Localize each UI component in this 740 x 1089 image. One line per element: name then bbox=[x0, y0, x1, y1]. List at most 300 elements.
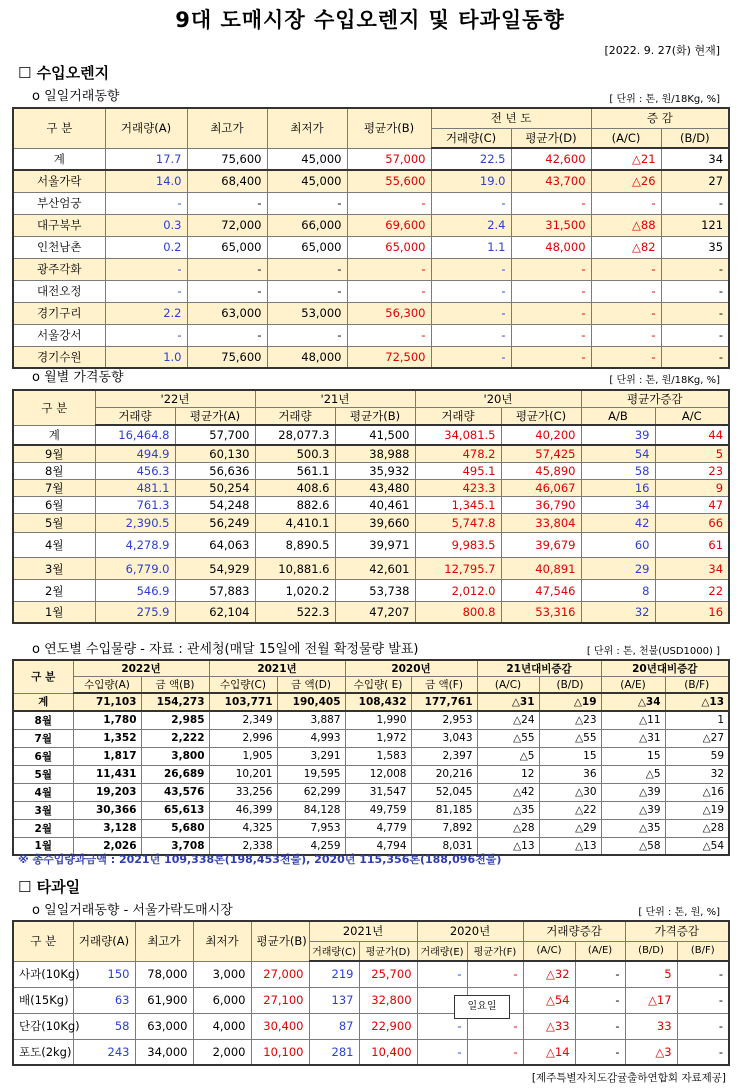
cell-value: 6,779.0 bbox=[95, 558, 175, 580]
hdr-vol: 거래량 bbox=[95, 408, 175, 426]
cell-value: - bbox=[267, 280, 347, 302]
cell-value: △88 bbox=[591, 214, 661, 236]
cell-value: 1.0 bbox=[105, 346, 187, 368]
hdr-vchg: 거래량증감 bbox=[523, 921, 625, 941]
hdr-c20: 20년대비증감 bbox=[601, 660, 729, 677]
cell-value: 2,000 bbox=[193, 1039, 251, 1065]
cell-value: 10,100 bbox=[251, 1039, 309, 1065]
table-row bbox=[13, 497, 729, 514]
row-label: 5월 bbox=[13, 514, 95, 533]
cell-value: △35 bbox=[477, 801, 539, 819]
cell-value: 522.3 bbox=[255, 602, 335, 623]
cell-value: - bbox=[431, 324, 511, 346]
cell-value: 22 bbox=[655, 580, 729, 602]
cell-value: 32 bbox=[581, 602, 655, 623]
cell-value: 3,887 bbox=[277, 711, 345, 729]
cell-value: 4,993 bbox=[277, 729, 345, 747]
table-row bbox=[13, 819, 729, 837]
hdr-chg: 증 감 bbox=[591, 108, 729, 128]
cell-value: - bbox=[575, 1039, 625, 1065]
cell-value: - bbox=[431, 192, 511, 214]
hdr-ae: (A/E) bbox=[575, 941, 625, 961]
cell-value: - bbox=[347, 192, 431, 214]
cell-value: - bbox=[267, 324, 347, 346]
hdr-qc: 수입량(C) bbox=[209, 677, 277, 694]
cell-value: 2.4 bbox=[431, 214, 511, 236]
cell-value: △17 bbox=[625, 987, 677, 1013]
cell-value: 12,795.7 bbox=[415, 558, 501, 580]
hdr-y20: 2020년 bbox=[345, 660, 477, 677]
table-row bbox=[13, 729, 729, 747]
cell-value: 16,464.8 bbox=[95, 425, 175, 445]
page-title: 9대 도매시장 수입오렌지 및 타과일동향 bbox=[175, 8, 565, 32]
cell-value: △21 bbox=[591, 148, 661, 170]
hdr-bf: (B/F) bbox=[677, 941, 729, 961]
cell-value: 46,067 bbox=[501, 480, 581, 497]
hdr-v20: 거래량(E) bbox=[417, 941, 467, 961]
cell-value: 1,583 bbox=[345, 747, 411, 765]
cell-value: - bbox=[591, 280, 661, 302]
cell-value: 2.2 bbox=[105, 302, 187, 324]
cell-value: 800.8 bbox=[415, 602, 501, 623]
cell-value: 16 bbox=[581, 480, 655, 497]
table-row bbox=[13, 236, 729, 258]
cell-value: 103,771 bbox=[209, 693, 277, 711]
cell-value: 87 bbox=[309, 1013, 359, 1039]
cell-value: △22 bbox=[539, 801, 601, 819]
cell-value: 121 bbox=[661, 214, 729, 236]
hdr-gu: 구 분 bbox=[13, 660, 73, 693]
table-row bbox=[13, 580, 729, 602]
cell-value: 46,399 bbox=[209, 801, 277, 819]
cell-value: 61,900 bbox=[135, 987, 193, 1013]
cell-value: - bbox=[417, 1039, 467, 1065]
row-label: 5월 bbox=[13, 765, 73, 783]
row-label: 8월 bbox=[13, 463, 95, 480]
cell-value: - bbox=[105, 258, 187, 280]
daily-table bbox=[12, 107, 730, 369]
cell-value: 546.9 bbox=[95, 580, 175, 602]
hdr-y20: '20년 bbox=[415, 390, 581, 408]
cell-value: - bbox=[417, 961, 467, 987]
hdr-avg: 평균가(B) bbox=[347, 108, 431, 148]
cell-value: - bbox=[267, 192, 347, 214]
table-row bbox=[13, 961, 729, 987]
cell-value: 3,291 bbox=[277, 747, 345, 765]
cell-value: - bbox=[347, 324, 431, 346]
cell-value: - bbox=[591, 192, 661, 214]
hdr-vol: 거래량(A) bbox=[73, 921, 135, 961]
cell-value: 42 bbox=[581, 514, 655, 533]
hdr-y21: 2021년 bbox=[309, 921, 417, 941]
cell-value: 3,800 bbox=[141, 747, 209, 765]
hdr-amf: 금 액(F) bbox=[411, 677, 477, 694]
cell-value: - bbox=[591, 324, 661, 346]
cell-value: 57,425 bbox=[501, 445, 581, 463]
cell-value: 219 bbox=[309, 961, 359, 987]
cell-value: 154,273 bbox=[141, 693, 209, 711]
row-label: 계 bbox=[13, 148, 105, 170]
row-label: 2월 bbox=[13, 819, 73, 837]
cell-value: 2,349 bbox=[209, 711, 277, 729]
cell-value: 56,249 bbox=[175, 514, 255, 533]
cell-value: △31 bbox=[477, 693, 539, 711]
cell-value: 48,000 bbox=[511, 236, 591, 258]
cell-value: 423.3 bbox=[415, 480, 501, 497]
cell-value: 9,983.5 bbox=[415, 533, 501, 558]
cell-value: △5 bbox=[601, 765, 665, 783]
row-label: 1월 bbox=[13, 837, 73, 855]
table-row bbox=[13, 170, 729, 192]
row-label: 6월 bbox=[13, 497, 95, 514]
cell-value: 63,000 bbox=[187, 302, 267, 324]
row-label: 8월 bbox=[13, 711, 73, 729]
cell-value: 5 bbox=[625, 961, 677, 987]
cell-value: - bbox=[661, 302, 729, 324]
cell-value: 9 bbox=[655, 480, 729, 497]
cell-value: △24 bbox=[477, 711, 539, 729]
daily-subtitle: o 일일거래동향 bbox=[32, 89, 120, 104]
table-row bbox=[13, 747, 729, 765]
hdr-amd: 금 액(D) bbox=[277, 677, 345, 694]
hdr-bd: (B/D) bbox=[625, 941, 677, 961]
row-label: 1월 bbox=[13, 602, 95, 623]
hdr-avg-a: 평균가(A) bbox=[175, 408, 255, 426]
table-row bbox=[13, 463, 729, 480]
cell-value: 40,891 bbox=[501, 558, 581, 580]
cell-value: - bbox=[105, 192, 187, 214]
cell-value: 275.9 bbox=[95, 602, 175, 623]
cell-value: 63,000 bbox=[135, 1013, 193, 1039]
cell-value: - bbox=[511, 324, 591, 346]
cell-value: - bbox=[347, 258, 431, 280]
hdr-y21: '21년 bbox=[255, 390, 415, 408]
hdr-y22: 2022년 bbox=[73, 660, 209, 677]
cell-value: △33 bbox=[523, 1013, 575, 1039]
cell-value: 2,996 bbox=[209, 729, 277, 747]
hdr-y20: 2020년 bbox=[417, 921, 523, 941]
cell-value: 20,216 bbox=[411, 765, 477, 783]
table-row bbox=[13, 602, 729, 623]
row-label: 포도(2kg) bbox=[13, 1039, 73, 1065]
cell-value: 15 bbox=[601, 747, 665, 765]
cell-value: △39 bbox=[601, 783, 665, 801]
cell-value: - bbox=[511, 280, 591, 302]
cell-value: - bbox=[575, 1013, 625, 1039]
cell-value: 33 bbox=[625, 1013, 677, 1039]
cell-value: 41,500 bbox=[335, 425, 415, 445]
hdr-y22: '22년 bbox=[95, 390, 255, 408]
cell-value: 34 bbox=[581, 497, 655, 514]
row-label: 9월 bbox=[13, 445, 95, 463]
cell-value: △29 bbox=[539, 819, 601, 837]
cell-value: 761.3 bbox=[95, 497, 175, 514]
cell-value: 1,352 bbox=[73, 729, 141, 747]
cell-value: 52,045 bbox=[411, 783, 477, 801]
cell-value: 494.9 bbox=[95, 445, 175, 463]
cell-value: 39,971 bbox=[335, 533, 415, 558]
report-date: [2022. 9. 27(화) 현재] bbox=[604, 44, 720, 57]
cell-value: 55,600 bbox=[347, 170, 431, 192]
hdr-avg-b: 평균가(B) bbox=[335, 408, 415, 426]
cell-value: - bbox=[677, 987, 729, 1013]
cell-value: 65,000 bbox=[347, 236, 431, 258]
cell-value: 53,316 bbox=[501, 602, 581, 623]
cell-value: 1,780 bbox=[73, 711, 141, 729]
cell-value: △27 bbox=[665, 729, 729, 747]
source-footer: [제주특별자치도감귤출하연합회 자료제공] bbox=[531, 1072, 726, 1084]
cell-value: - bbox=[187, 324, 267, 346]
cell-value: 3,043 bbox=[411, 729, 477, 747]
cell-value: 57,700 bbox=[175, 425, 255, 445]
cell-value: 34,081.5 bbox=[415, 425, 501, 445]
cell-value: 10,400 bbox=[359, 1039, 417, 1065]
cell-value: 75,600 bbox=[187, 148, 267, 170]
row-label: 2월 bbox=[13, 580, 95, 602]
hdr-min: 최저가 bbox=[193, 921, 251, 961]
cell-value: 5,680 bbox=[141, 819, 209, 837]
cell-value: △11 bbox=[601, 711, 665, 729]
table-row bbox=[13, 987, 729, 1013]
hdr-bd: (B/D) bbox=[661, 128, 729, 148]
cell-value: 882.6 bbox=[255, 497, 335, 514]
cell-value: - bbox=[661, 258, 729, 280]
row-label: 대전오정 bbox=[13, 280, 105, 302]
cell-value: 481.1 bbox=[95, 480, 175, 497]
row-label: 부산엄궁 bbox=[13, 192, 105, 214]
cell-value: 27,100 bbox=[251, 987, 309, 1013]
other-subtitle: o 일일거래동향 - 서울가락도매시장 bbox=[32, 903, 233, 918]
other-table bbox=[12, 920, 730, 1066]
cell-value: 30,400 bbox=[251, 1013, 309, 1039]
cell-value: - bbox=[105, 280, 187, 302]
cell-value: 31,547 bbox=[345, 783, 411, 801]
hdr-ac: (A/C) bbox=[477, 677, 539, 694]
cell-value: 54,248 bbox=[175, 497, 255, 514]
cell-value: △13 bbox=[665, 693, 729, 711]
cell-value: - bbox=[431, 280, 511, 302]
hdr-max: 최고가 bbox=[187, 108, 267, 148]
cell-value: - bbox=[467, 1039, 523, 1065]
cell-value: 40,461 bbox=[335, 497, 415, 514]
cell-value: 8 bbox=[581, 580, 655, 602]
cell-value: 71,103 bbox=[73, 693, 141, 711]
cell-value: 68,400 bbox=[187, 170, 267, 192]
table-row bbox=[13, 214, 729, 236]
cell-value: 22,900 bbox=[359, 1013, 417, 1039]
cell-value: 72,500 bbox=[347, 346, 431, 368]
row-label: 7월 bbox=[13, 480, 95, 497]
cell-value: - bbox=[511, 346, 591, 368]
hdr-bd: (B/D) bbox=[539, 677, 601, 694]
cell-value: 2,222 bbox=[141, 729, 209, 747]
cell-value: △26 bbox=[591, 170, 661, 192]
holiday-stamp: 일요일 bbox=[454, 995, 510, 1019]
cell-value: - bbox=[677, 1013, 729, 1039]
row-label: 경기수원 bbox=[13, 346, 105, 368]
cell-value: 33,804 bbox=[501, 514, 581, 533]
cell-value: 1 bbox=[665, 711, 729, 729]
cell-value: 45,000 bbox=[267, 148, 347, 170]
cell-value: △19 bbox=[665, 801, 729, 819]
cell-value: 23 bbox=[655, 463, 729, 480]
hdr-pvol: 거래량(C) bbox=[431, 128, 511, 148]
monthly-table bbox=[12, 389, 730, 624]
section-other-heading: ☐ 타과일 bbox=[18, 878, 81, 896]
cell-value: 42,601 bbox=[335, 558, 415, 580]
row-label: 인천남촌 bbox=[13, 236, 105, 258]
cell-value: 64,063 bbox=[175, 533, 255, 558]
cell-value: 32 bbox=[665, 765, 729, 783]
hdr-c21: 21년대비증감 bbox=[477, 660, 601, 677]
row-label: 배(15Kg) bbox=[13, 987, 73, 1013]
cell-value: 2,338 bbox=[209, 837, 277, 855]
cell-value: 65,000 bbox=[267, 236, 347, 258]
cell-value: 32,800 bbox=[359, 987, 417, 1013]
table-row bbox=[13, 258, 729, 280]
table-row bbox=[13, 480, 729, 497]
cell-value: - bbox=[467, 961, 523, 987]
hdr-pchg: 가격증감 bbox=[625, 921, 729, 941]
cell-value: △3 bbox=[625, 1039, 677, 1065]
cell-value: △14 bbox=[523, 1039, 575, 1065]
hdr-vol: 거래량 bbox=[255, 408, 335, 426]
hdr-ae: (A/E) bbox=[601, 677, 665, 694]
table-row bbox=[13, 280, 729, 302]
cell-value: 57,883 bbox=[175, 580, 255, 602]
cell-value: 60,130 bbox=[175, 445, 255, 463]
cell-value: 108,432 bbox=[345, 693, 411, 711]
hdr-bf: (B/F) bbox=[665, 677, 729, 694]
cell-value: 2,390.5 bbox=[95, 514, 175, 533]
cell-value: 5,747.8 bbox=[415, 514, 501, 533]
cell-value: 25,700 bbox=[359, 961, 417, 987]
cell-value: 561.1 bbox=[255, 463, 335, 480]
cell-value: 56,300 bbox=[347, 302, 431, 324]
cell-value: △39 bbox=[601, 801, 665, 819]
cell-value: 281 bbox=[309, 1039, 359, 1065]
cell-value: 34 bbox=[655, 558, 729, 580]
cell-value: 27 bbox=[661, 170, 729, 192]
cell-value: 66,000 bbox=[267, 214, 347, 236]
hdr-avg: 평균가(B) bbox=[251, 921, 309, 961]
cell-value: 478.2 bbox=[415, 445, 501, 463]
cell-value: 27,000 bbox=[251, 961, 309, 987]
hdr-qe: 수입량( E) bbox=[345, 677, 411, 694]
cell-value: △31 bbox=[601, 729, 665, 747]
cell-value: 63 bbox=[73, 987, 135, 1013]
cell-value: 33,256 bbox=[209, 783, 277, 801]
cell-value: 0.3 bbox=[105, 214, 187, 236]
cell-value: 2,397 bbox=[411, 747, 477, 765]
cell-value: 1,990 bbox=[345, 711, 411, 729]
cell-value: - bbox=[187, 192, 267, 214]
cell-value: 43,700 bbox=[511, 170, 591, 192]
hdr-gu: 구 분 bbox=[13, 390, 95, 425]
cell-value: 47,207 bbox=[335, 602, 415, 623]
cell-value: △54 bbox=[665, 837, 729, 855]
cell-value: 495.1 bbox=[415, 463, 501, 480]
hdr-min: 최저가 bbox=[267, 108, 347, 148]
cell-value: 56,636 bbox=[175, 463, 255, 480]
cell-value: △28 bbox=[477, 819, 539, 837]
cell-value: 66 bbox=[655, 514, 729, 533]
hdr-vol: 거래량(A) bbox=[105, 108, 187, 148]
total-row bbox=[13, 148, 729, 170]
hdr-y21: 2021년 bbox=[209, 660, 345, 677]
hdr-v21: 거래량(C) bbox=[309, 941, 359, 961]
cell-value: 3,708 bbox=[141, 837, 209, 855]
cell-value: - bbox=[431, 258, 511, 280]
cell-value: 8,890.5 bbox=[255, 533, 335, 558]
cell-value: 12 bbox=[477, 765, 539, 783]
cell-value: - bbox=[661, 346, 729, 368]
cell-value: 42,600 bbox=[511, 148, 591, 170]
cell-value: △32 bbox=[523, 961, 575, 987]
row-label: 6월 bbox=[13, 747, 73, 765]
cell-value: 35,932 bbox=[335, 463, 415, 480]
cell-value: 28,077.3 bbox=[255, 425, 335, 445]
yearly-table bbox=[12, 659, 730, 856]
cell-value: - bbox=[661, 192, 729, 214]
row-label: 사과(10Kg) bbox=[13, 961, 73, 987]
table-row bbox=[13, 801, 729, 819]
cell-value: - bbox=[511, 302, 591, 324]
row-label: 서울가락 bbox=[13, 170, 105, 192]
cell-value: △55 bbox=[539, 729, 601, 747]
cell-value: 4,325 bbox=[209, 819, 277, 837]
hdr-ab: A/B bbox=[581, 408, 655, 426]
other-unit: [ 단위 : 톤, 원, %] bbox=[638, 907, 720, 918]
cell-value: 150 bbox=[73, 961, 135, 987]
cell-value: 8,031 bbox=[411, 837, 477, 855]
cell-value: 60 bbox=[581, 533, 655, 558]
cell-value: 43,576 bbox=[141, 783, 209, 801]
cell-value: 11,431 bbox=[73, 765, 141, 783]
table-row bbox=[13, 1039, 729, 1065]
cell-value: 54 bbox=[581, 445, 655, 463]
row-label: 3월 bbox=[13, 801, 73, 819]
yearly-subtitle: o 연도별 수입물량 - 자료 : 관세청(매달 15일에 전월 확정물량 발표) bbox=[32, 642, 419, 657]
cell-value: 48,000 bbox=[267, 346, 347, 368]
cell-value: 35 bbox=[661, 236, 729, 258]
cell-value: △35 bbox=[601, 819, 665, 837]
cell-value: 5 bbox=[655, 445, 729, 463]
cell-value: - bbox=[417, 1013, 467, 1039]
cell-value: 500.3 bbox=[255, 445, 335, 463]
cell-value: 45,890 bbox=[501, 463, 581, 480]
hdr-ac: (A/C) bbox=[591, 128, 661, 148]
cell-value: 14.0 bbox=[105, 170, 187, 192]
cell-value: △28 bbox=[665, 819, 729, 837]
cell-value: △54 bbox=[523, 987, 575, 1013]
cell-value: - bbox=[661, 280, 729, 302]
monthly-subtitle: o 월별 가격동향 bbox=[32, 370, 124, 385]
hdr-a21: 평균가(D) bbox=[359, 941, 417, 961]
cell-value: 29 bbox=[581, 558, 655, 580]
cell-value: - bbox=[187, 258, 267, 280]
table-row bbox=[13, 765, 729, 783]
cell-value: 84,128 bbox=[277, 801, 345, 819]
cell-value: 30,366 bbox=[73, 801, 141, 819]
cell-value: - bbox=[431, 346, 511, 368]
cell-value: - bbox=[677, 961, 729, 987]
hdr-vol: 거래량 bbox=[415, 408, 501, 426]
hdr-chg: 평균가증감 bbox=[581, 390, 729, 408]
cell-value: 36 bbox=[539, 765, 601, 783]
cell-value: 45,000 bbox=[267, 170, 347, 192]
row-label: 경기구리 bbox=[13, 302, 105, 324]
